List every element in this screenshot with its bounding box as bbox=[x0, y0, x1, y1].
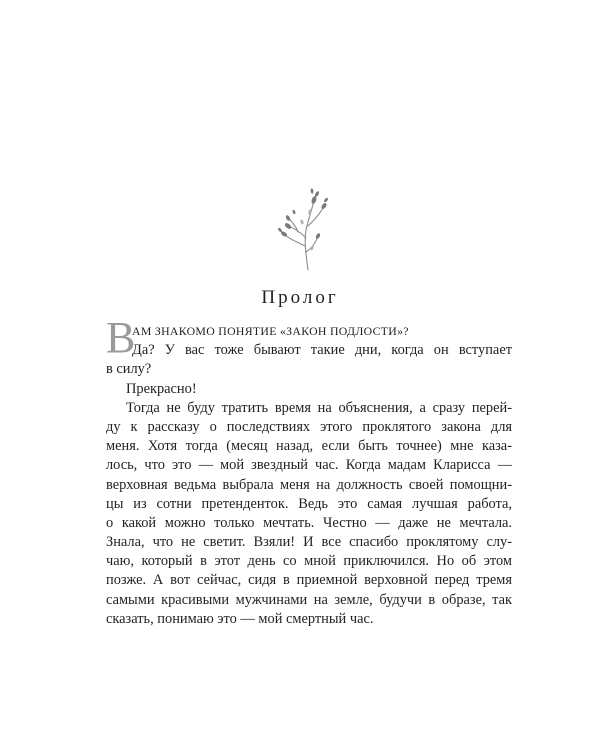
paragraph-line: сказать, понимаю это — мой смертный час. bbox=[106, 610, 374, 627]
paragraph-line: в силу? bbox=[106, 361, 152, 378]
paragraph-line: Да? У вас тоже бывают такие дни, когда он вступает bbox=[132, 342, 512, 359]
paragraph-line: Знала, что не светит. Взяли! И все спасибо проклятому слу- bbox=[106, 534, 512, 551]
paragraph-line: Тогда не буду тратить время на объяснения, а сразу перей- bbox=[126, 399, 512, 416]
plant-sprig-ornament bbox=[268, 182, 338, 272]
paragraph-line: верховная ведьма выбрала меня на должность своей помощни- bbox=[106, 476, 512, 493]
paragraph-line: чаю, который в этот день со мной приключился. Но об этом bbox=[106, 553, 512, 570]
paragraph-line: АМ ЗНАКОМО ПОНЯТИЕ «ЗАКОН ПОДЛОСТИ»? bbox=[132, 324, 409, 338]
paragraph-line: самыми красивыми мужчинами на земле, будучи в образе, так bbox=[106, 591, 512, 608]
chapter-title: Пролог bbox=[261, 287, 339, 308]
paragraph-line: меня. Хотя тогда (месяц назад, если быть точнее) мне каза- bbox=[106, 438, 512, 455]
body-text bbox=[106, 322, 512, 629]
drop-cap: В bbox=[106, 313, 136, 362]
paragraph-line: о какой можно только мечтать. Честно — даже не мечтала. bbox=[106, 514, 512, 531]
paragraph-line: лось, что это — мой звездный час. Когда мадам Кларисса — bbox=[106, 457, 512, 474]
paragraph-line: цы из сотни претенденток. Ведь это самая лучшая работа, bbox=[106, 495, 512, 512]
paragraph-line: Прекрасно! bbox=[126, 380, 197, 397]
paragraph-line: ду к рассказу о последствиях этого проклятого закона для bbox=[106, 418, 512, 435]
paragraph-line: позже. А вот сейчас, сидя в приемной верховной перед тремя bbox=[106, 572, 512, 589]
